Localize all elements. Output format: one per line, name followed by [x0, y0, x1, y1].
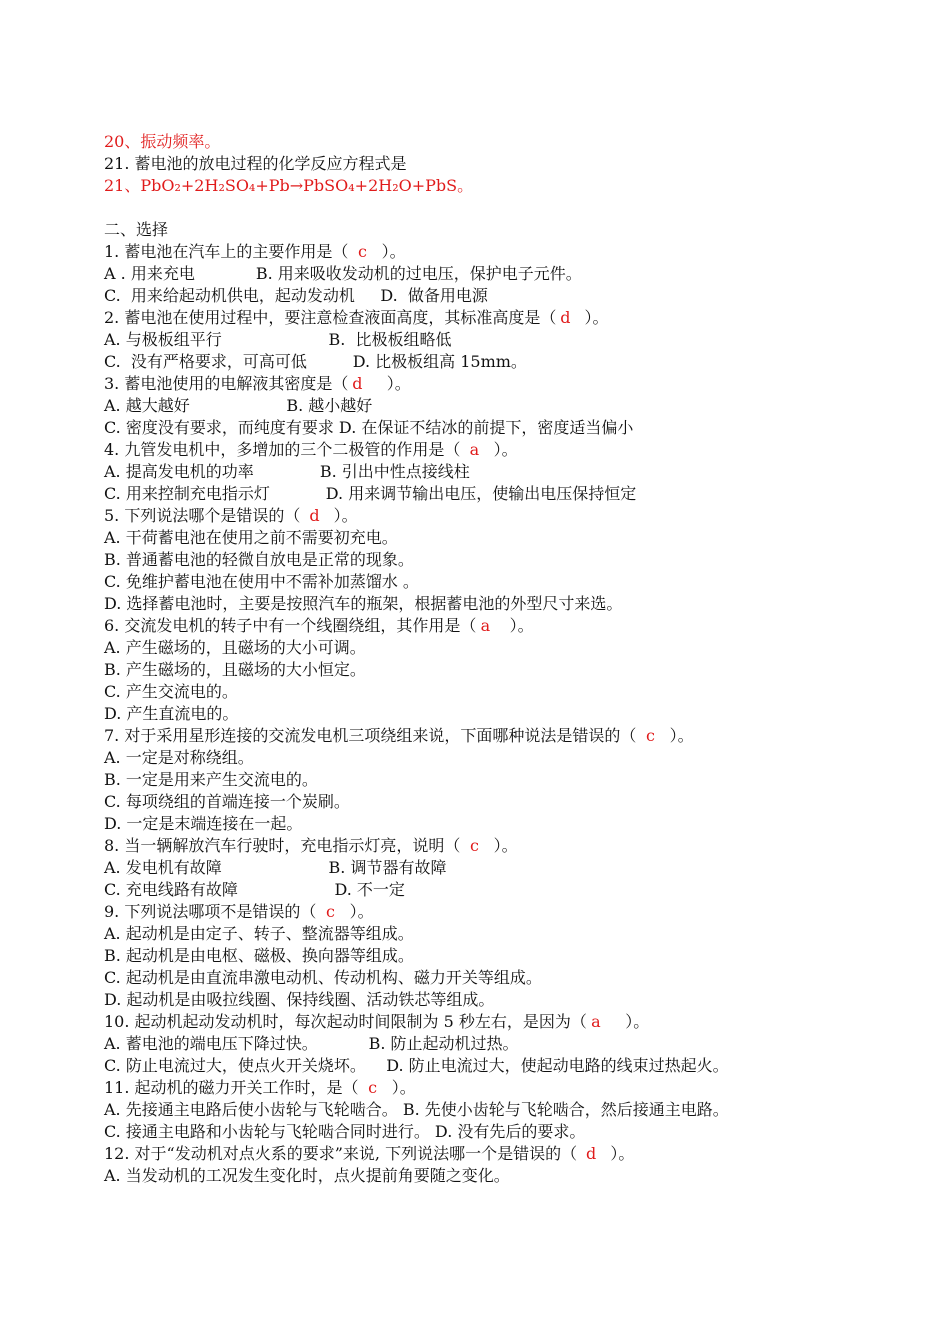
document-page [104, 131, 894, 1187]
answer-letter: a [469, 440, 480, 459]
option-line: A. 先接通主电路后使小齿轮与飞轮啮合。 B. 先使小齿轮与飞轮啮合，然后接通主电路。 [104, 1100, 729, 1119]
question-text: 7. 对于采用星形连接的交流发电机三项绕组来说，下面哪种说法是错误的（ [104, 726, 642, 745]
answer-letter: d [560, 308, 571, 327]
option-line: C. 充电线路有故障 D. 不一定 [104, 880, 405, 899]
question-line [104, 725, 894, 747]
question-bracket-close: ）。 [366, 374, 411, 393]
option-line: C. 用来控制充电指示灯 D. 用来调节输出电压，使输出电压保持恒定 [104, 484, 637, 503]
option-line: B. 普通蓄电池的轻微自放电是正常的现象。 [104, 550, 414, 569]
question-text: 10. 起动机起动发动机时，每次起动时间限制为 5 秒左右，是因为（ [104, 1012, 587, 1031]
option-line: D. 一定是末端连接在一起。 [104, 814, 303, 833]
option-line: C. 密度没有要求，而纯度有要求 D. 在保证不结冰的前提下，密度适当偏小 [104, 418, 634, 437]
option-line: A. 干荷蓄电池在使用之前不需要初充电。 [104, 528, 398, 547]
question-text: 9. 下列说法哪项不是错误的（ [104, 902, 322, 921]
option-line: D. 起动机是由吸拉线圈、保持线圈、活动铁芯等组成。 [104, 990, 495, 1009]
question-text: 4. 九管发电机中，多增加的三个二极管的作用是（ [104, 440, 466, 459]
option-line: A. 一定是对称绕组。 [104, 748, 254, 767]
question-line [104, 241, 894, 263]
question-bracket-close: ）。 [574, 308, 609, 327]
question-bracket-close: ）。 [371, 242, 406, 261]
question-text: 11. 起动机的磁力开关工作时，是（ [104, 1078, 364, 1097]
question-bracket-close: ）。 [600, 1144, 635, 1163]
question-bracket-close: ）。 [483, 836, 518, 855]
question-line [104, 439, 894, 461]
option-line: C. 接通主电路和小齿轮与飞轮啮合同时进行。 D. 没有先后的要求。 [104, 1122, 586, 1141]
question-bracket-close: ）。 [323, 506, 358, 525]
answer-line-20: 20、振动频率。 [104, 132, 221, 151]
answer-letter: d [352, 374, 363, 393]
option-line: A. 越大越好 B. 越小越好 [104, 396, 373, 415]
answer-letter: a [591, 1012, 601, 1031]
question-bracket-close: ）。 [381, 1078, 416, 1097]
question-bracket-close: ）。 [483, 440, 518, 459]
option-line: A. 产生磁场的，且磁场的大小可调。 [104, 638, 366, 657]
option-line: D. 产生直流电的。 [104, 704, 239, 723]
answer-letter: c [469, 836, 479, 855]
question-list [104, 241, 894, 1187]
question-bracket-close: ）。 [494, 616, 534, 635]
option-line: A. 提高发电机的功率 B. 引出中性点接线柱 [104, 462, 470, 481]
question-bracket-close: ）。 [339, 902, 374, 921]
question-line [104, 1077, 894, 1099]
question-text: 2. 蓄电池在使用过程中，要注意检查液面高度，其标准高度是（ [104, 308, 557, 327]
option-line: C. 免维护蓄电池在使用中不需补加蒸馏水 。 [104, 572, 419, 591]
option-line: A . 用来充电 B. 用来吸收发动机的过电压，保护电子元件。 [104, 264, 582, 283]
question-bracket-close: ）。 [604, 1012, 650, 1031]
question-line [104, 373, 894, 395]
answer-letter: c [645, 726, 655, 745]
option-line: D. 选择蓄电池时，主要是按照汽车的瓶架，根据蓄电池的外型尺寸来选。 [104, 594, 623, 613]
question-text: 6. 交流发电机的转子中有一个线圈绕组，其作用是（ [104, 616, 477, 635]
question-line [104, 1143, 894, 1165]
option-line: A. 起动机是由定子、转子、整流器等组成。 [104, 924, 414, 943]
question-bracket-close: ）。 [659, 726, 694, 745]
question-text: 12. 对于“发动机对点火系的要求”来说, 下列说法哪一个是错误的（ [104, 1144, 583, 1163]
option-line: C. 防止电流过大，使点火开关烧坏。 D. 防止电流过大，使起动电路的线束过热起火。 [104, 1056, 729, 1075]
option-line: C. 起动机是由直流串激电动机、传动机构、磁力开关等组成。 [104, 968, 542, 987]
spacer [104, 197, 894, 219]
option-line: B. 起动机是由电枢、磁极、换向器等组成。 [104, 946, 414, 965]
option-line: A. 蓄电池的端电压下降过快。 B. 防止起动机过热。 [104, 1034, 519, 1053]
question-line [104, 307, 894, 329]
option-line: B. 产生磁场的，且磁场的大小恒定。 [104, 660, 366, 679]
question-text: 1. 蓄电池在汽车上的主要作用是（ [104, 242, 354, 261]
answer-letter: c [368, 1078, 378, 1097]
section-title: 二、选择 [104, 220, 169, 239]
answer-letter: c [325, 902, 335, 921]
option-line: B. 一定是用来产生交流电的。 [104, 770, 318, 789]
answer-letter: c [357, 242, 367, 261]
answer-line-21: 21、PbO₂+2H₂SO₄+Pb→PbSO₄+2H₂O+PbS。 [104, 176, 474, 195]
option-line: C. 每项绕组的首端连接一个炭刷。 [104, 792, 350, 811]
option-line: C. 用来给起动机供电，起动发动机 D. 做备用电源 [104, 286, 488, 305]
question-line [104, 1011, 894, 1033]
question-line [104, 835, 894, 857]
question-text: 8. 当一辆解放汽车行驶时，充电指示灯亮，说明（ [104, 836, 466, 855]
option-line: C. 产生交流电的。 [104, 682, 238, 701]
question-21: 21. 蓄电池的放电过程的化学反应方程式是 [104, 154, 407, 173]
answer-letter: d [586, 1144, 597, 1163]
option-line: A. 发电机有故障 B. 调节器有故障 [104, 858, 447, 877]
question-line [104, 901, 894, 923]
question-text: 3. 蓄电池使用的电解液其密度是（ [104, 374, 349, 393]
option-line: A. 与极板组平行 B. 比极板组略低 [104, 330, 452, 349]
question-line [104, 615, 894, 637]
option-line: C. 没有严格要求，可高可低 D. 比极板组高 15mm。 [104, 352, 527, 371]
question-text: 5. 下列说法哪个是错误的（ [104, 506, 306, 525]
answer-letter: a [480, 616, 491, 635]
question-line [104, 505, 894, 527]
option-line: A. 当发动机的工况发生变化时，点火提前角要随之变化。 [104, 1166, 510, 1185]
answer-letter: d [309, 506, 320, 525]
